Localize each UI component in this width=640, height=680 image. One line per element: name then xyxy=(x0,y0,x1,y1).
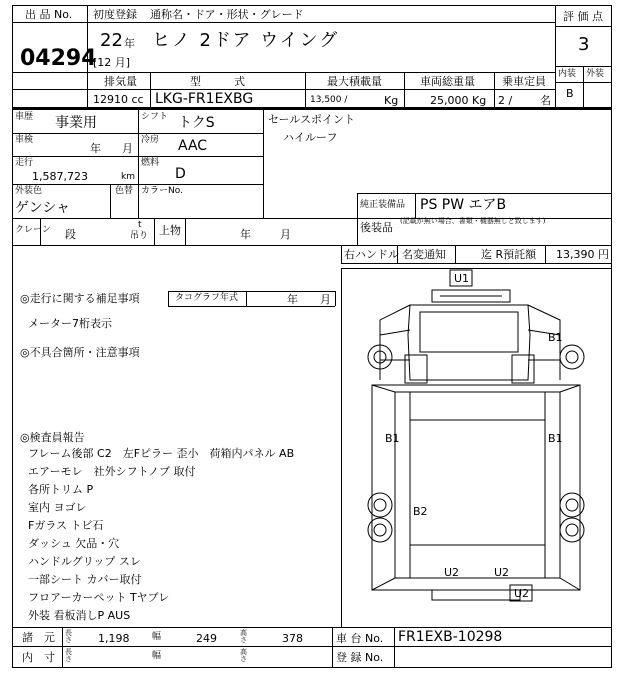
inner-dims-label: 内 寸 xyxy=(22,651,55,664)
gvw-label: 車両総重量 xyxy=(420,75,475,88)
report-line: フロアーカーペット Tヤブレ xyxy=(28,591,170,604)
inner-length-label: 長さ xyxy=(65,648,72,663)
score-label: 評 価 点 xyxy=(563,10,603,23)
top-body-label: 上物 xyxy=(159,224,181,237)
color-code-label: カラーNo. xyxy=(141,186,183,196)
fuel-value: D xyxy=(175,166,186,182)
exterior-grade-label: 外装 xyxy=(586,69,605,79)
shift-value: トクS xyxy=(178,115,215,131)
aftermarket-note: (記載が無い場合、書類・機器無しと致します) xyxy=(400,217,546,225)
height-value: 378 xyxy=(282,632,303,645)
damage-mark: B1 xyxy=(385,432,400,445)
inspector-report-title: ◎検査員報告 xyxy=(20,431,85,444)
max-load-unit: Kg xyxy=(384,94,399,107)
report-line: 一部シート カバー取付 xyxy=(28,573,142,586)
oem-equipment-label: 純正装備品 xyxy=(360,200,406,210)
interior-grade-label: 内装 xyxy=(558,69,577,79)
name-change-label: 名変通知 xyxy=(402,248,446,261)
damage-mark: B2 xyxy=(413,505,428,518)
crane-label: クレーン xyxy=(15,225,51,235)
driving-notes-title: ◎走行に関する補足事項 xyxy=(20,292,140,305)
top-body-month-unit: 月 xyxy=(280,228,291,241)
oem-equipment-value: PS PW エアB xyxy=(420,197,507,213)
registration-month: [12 月] xyxy=(93,56,131,69)
recycle-label: 迄 R預託額 xyxy=(470,248,537,261)
aircon-label: 冷房 xyxy=(141,135,160,145)
first-registration-label: 初度登録 xyxy=(93,8,137,21)
color-change-label: 色替 xyxy=(115,186,134,196)
chassis-label: 車 台 No. xyxy=(336,632,384,645)
inspection-month-unit: 月 xyxy=(122,142,133,155)
height-label: 高さ xyxy=(240,629,247,644)
report-line: 外装 看板消しP AUS xyxy=(28,609,131,622)
report-line: ハンドルグリップ スレ xyxy=(28,555,141,568)
recycle-value: 13,390 円 xyxy=(556,248,609,261)
report-line: フレーム後部 C2 左Fピラー 歪小 荷箱内パネル AB xyxy=(28,447,295,460)
year-unit: 年 xyxy=(124,37,135,50)
tachograph-year-unit: 年 xyxy=(287,293,298,306)
displacement-label: 排気量 xyxy=(104,75,137,88)
damage-mark: U1 xyxy=(454,272,470,285)
damage-mark: U2 xyxy=(514,587,530,600)
damage-mark: B1 xyxy=(548,331,563,344)
history-label: 車歴 xyxy=(15,112,34,122)
chassis-number: FR1EXB-10298 xyxy=(398,629,503,645)
crane-stage-unit: 段 xyxy=(65,228,76,241)
inspection-year-unit: 年 xyxy=(90,142,101,155)
driving-note: メーター7桁表示 xyxy=(28,317,112,330)
max-load-value: 13,500 / xyxy=(310,95,348,105)
registration-number-label: 登 録 No. xyxy=(336,651,384,664)
lot-label: 出 品 No. xyxy=(25,8,73,21)
score-value: 3 xyxy=(578,34,590,55)
registration-year: 22 xyxy=(100,30,123,51)
model-code-value: LKG-FR1EXBG xyxy=(155,91,254,107)
inspection-label: 車検 xyxy=(15,135,34,145)
history-value: 事業用 xyxy=(55,115,97,131)
mileage-unit: km xyxy=(121,172,135,182)
model-name-label: 通称名・ドア・形状・グレード xyxy=(150,8,304,21)
damage-mark: U2 xyxy=(494,566,510,579)
color-value: ゲンシャ xyxy=(15,200,71,216)
damage-mark: U2 xyxy=(444,566,460,579)
crane-ton-unit: 吊り xyxy=(130,231,149,241)
length-label: 長さ xyxy=(65,629,72,644)
lot-number: 04294 xyxy=(20,46,97,71)
inner-width-label: 幅 xyxy=(152,651,162,661)
color-label: 外装色 xyxy=(15,186,43,196)
gvw-value: 25,000 Kg xyxy=(430,94,487,107)
fuel-label: 燃料 xyxy=(141,158,160,168)
sales-point-title: セールスポイント xyxy=(268,113,356,126)
aftermarket-label: 後装品 xyxy=(360,221,393,234)
top-body-year-unit: 年 xyxy=(240,228,251,241)
model-code-label: 型 式 xyxy=(190,75,245,88)
width-label: 幅 xyxy=(152,632,162,642)
aircon-value: AAC xyxy=(178,138,208,154)
diagram-cargo-box xyxy=(372,385,580,590)
max-load-label: 最大積載量 xyxy=(327,75,382,88)
interior-grade: B xyxy=(566,87,574,100)
crane-ton-mark: t xyxy=(138,220,142,230)
mileage-label: 走行 xyxy=(15,158,34,168)
capacity-unit: 名 xyxy=(540,94,551,107)
diagram-wheel xyxy=(560,345,584,369)
shift-label: シフト xyxy=(141,112,169,122)
mileage-value: 1,587,723 xyxy=(32,170,88,183)
capacity-value: 2 / xyxy=(498,94,513,107)
dims-label: 諸 元 xyxy=(22,631,55,644)
report-line: エアーモレ 社外シフトノブ 取付 xyxy=(28,465,196,478)
report-line: 室内 ヨゴレ xyxy=(28,501,87,514)
displacement-value: 12910 cc xyxy=(93,93,144,106)
capacity-label: 乗車定員 xyxy=(502,75,546,88)
tachograph-label: タコグラフ年式 xyxy=(175,293,239,303)
model-name: ヒノ 2ドア ウイング xyxy=(152,30,340,51)
report-line: ダッシュ 欠品・穴 xyxy=(28,537,120,550)
width-value: 249 xyxy=(196,632,217,645)
sales-point-text: ハイルーフ xyxy=(283,131,338,144)
damage-mark: B1 xyxy=(548,432,563,445)
length-value: 1,198 xyxy=(98,632,130,645)
defects-title: ◎不具合箇所・注意事項 xyxy=(20,346,140,359)
tachograph-month-unit: 月 xyxy=(320,293,331,306)
inner-height-label: 高さ xyxy=(240,648,247,663)
handle-side: 右ハンドル xyxy=(344,248,399,261)
report-line: 各所トリム P xyxy=(28,483,94,496)
report-line: Fガラス トビ石 xyxy=(28,519,104,532)
